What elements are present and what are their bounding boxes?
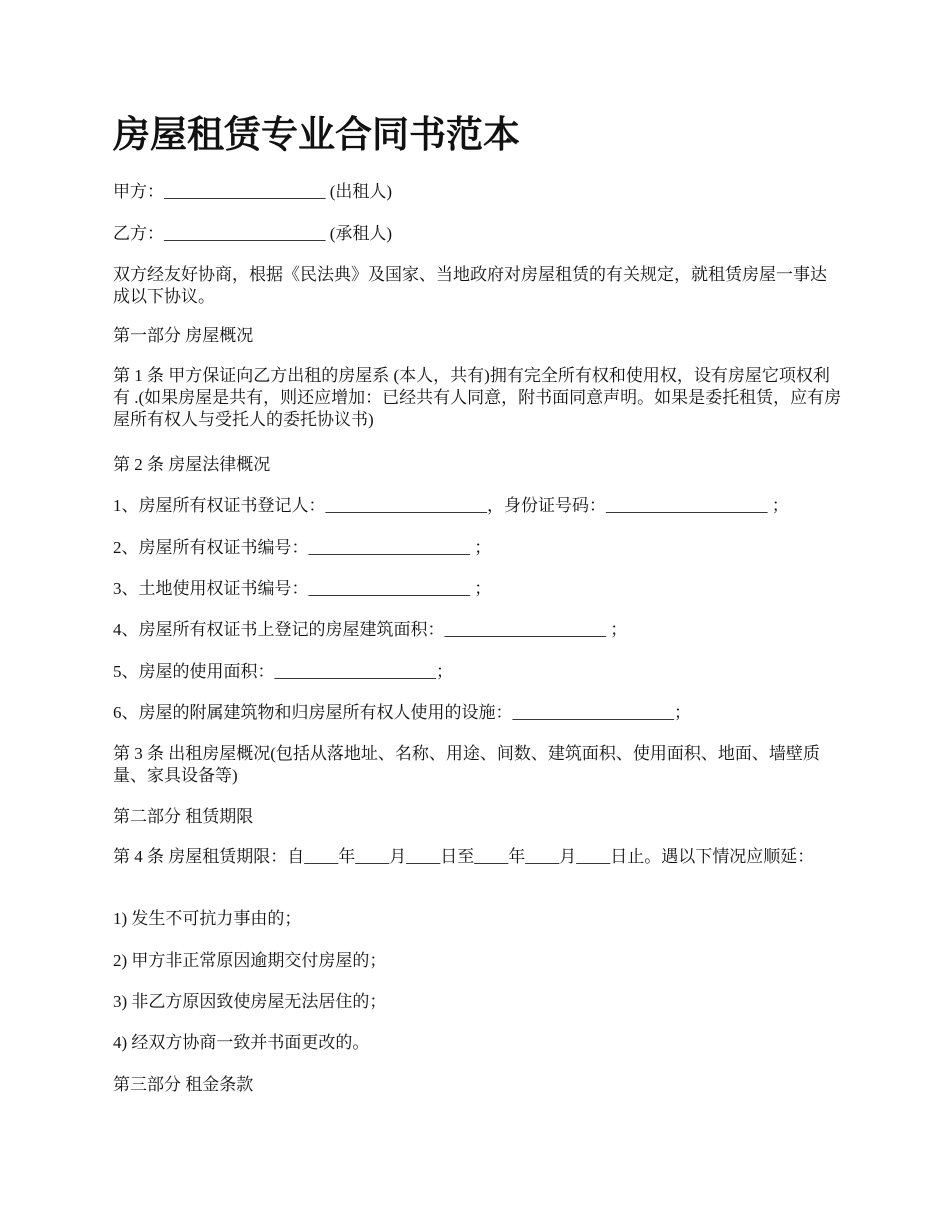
list-item-1: 1、房屋所有权证书登记人：___________________，身份证号码：___________________ ；: [113, 496, 789, 515]
condition-item-1: 1) 发生不可抗力事由的；: [113, 909, 302, 928]
section-heading-part-two: 第二部分 租赁期限: [113, 807, 254, 826]
party-a-line: 甲方：___________________ (出租人): [113, 182, 393, 201]
article-4-paragraph: 第 4 条 房屋租赁期限：自____年____月____日至____年____月____日止。遇以下情况应顺延：: [113, 847, 815, 866]
list-item-3: 3、土地使用权证书编号：___________________ ；: [113, 579, 492, 598]
section-heading-part-three: 第三部分 租金条款: [113, 1075, 254, 1094]
document-title: 房屋租赁专业合同书范本: [113, 115, 520, 156]
preamble-paragraph: 双方经友好协商，根据《民法典》及国家、当地政府对房屋租赁的有关规定，就租赁房屋一事达成以下协议。: [113, 265, 827, 306]
article-2-heading: 第 2 条 房屋法律概况: [113, 455, 271, 474]
article-1-paragraph: 第 1 条 甲方保证向乙方出租的房屋系 (本人，共有)拥有完全所有权和使用权，设有房屋它项权利有 .(如果房屋是共有，则还应增加：已经共有人同意，附书面同意声明。如果是委托租赁，应有房屋所有权人与受托人的委托协议书): [113, 366, 842, 429]
list-item-4: 4、房屋所有权证书上登记的房屋建筑面积：___________________ ；: [113, 620, 628, 639]
list-item-2: 2、房屋所有权证书编号：___________________ ；: [113, 538, 492, 557]
article-3-paragraph: 第 3 条 出租房屋概况(包括从落地址、名称、用途、间数、建筑面积、使用面积、地面、墙壁质量、家具设备等): [113, 744, 820, 785]
section-heading-part-one: 第一部分 房屋概况: [113, 326, 254, 345]
list-item-5: 5、房屋的使用面积：___________________；: [113, 662, 453, 681]
party-b-line: 乙方：___________________ (承租人): [113, 224, 393, 243]
condition-item-2: 2) 甲方非正常原因逾期交付房屋的；: [113, 951, 387, 970]
condition-item-3: 3) 非乙方原因致使房屋无法居住的；: [113, 992, 387, 1011]
condition-item-4: 4) 经双方协商一致并书面更改的。: [113, 1033, 370, 1052]
list-item-6: 6、房屋的附属建筑物和归房屋所有权人使用的设施：___________________；: [113, 703, 691, 722]
